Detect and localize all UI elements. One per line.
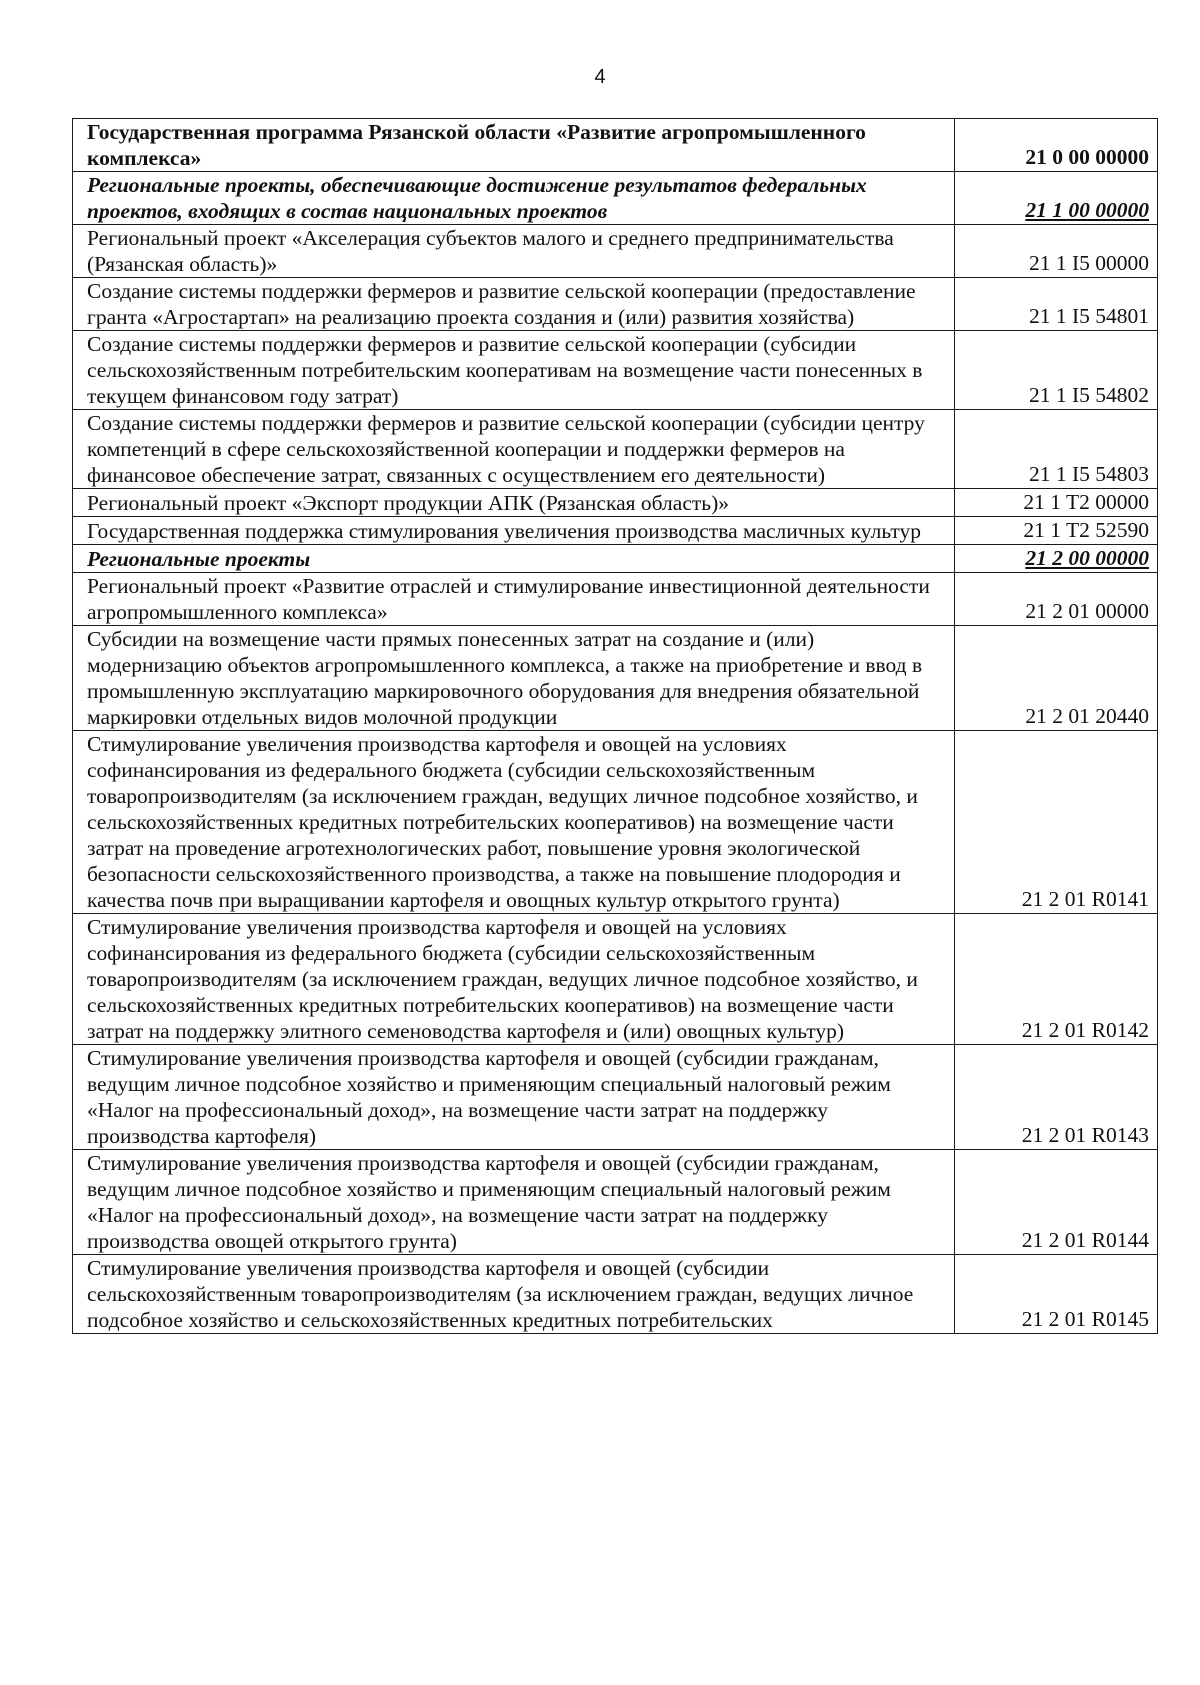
- row-name: Региональный проект «Акселерация субъектов малого и среднего предпринимательства (Рязанская область)»: [73, 225, 955, 278]
- table-row: [73, 331, 1158, 410]
- table-row: [73, 489, 1158, 517]
- table-row: [73, 914, 1158, 1045]
- row-code: 21 2 01 R0141: [955, 731, 1158, 914]
- table-row: [73, 545, 1158, 573]
- table-row: [73, 172, 1158, 225]
- table-row: [73, 731, 1158, 914]
- row-code: 21 1 T2 00000: [955, 489, 1158, 517]
- row-code: 21 2 00 00000: [955, 545, 1158, 573]
- table-row: [73, 119, 1158, 172]
- row-code: 21 2 01 00000: [955, 573, 1158, 626]
- row-name: Региональный проект «Экспорт продукции АПК (Рязанская область)»: [73, 489, 955, 517]
- row-code: 21 1 I5 54801: [955, 278, 1158, 331]
- budget-classification-table: [72, 118, 1158, 1334]
- row-code: 21 1 T2 52590: [955, 517, 1158, 545]
- row-code: 21 2 01 R0144: [955, 1150, 1158, 1255]
- table-row: [73, 517, 1158, 545]
- row-name: Стимулирование увеличения производства картофеля и овощей на условиях софинансирования из федерального бюджета (субсидии сельскохозяйственным товаропроизводителям (за исключением граждан, ведущих личное подсобное хозяйство, и сельскохозяйственных кредитных потребительских кооперативов) на возмещение части затрат на поддержку элитного семеноводства картофеля и (или) овощных культур): [73, 914, 955, 1045]
- row-code: 21 2 01 R0145: [955, 1255, 1158, 1334]
- row-name: Создание системы поддержки фермеров и развитие сельской кооперации (субсидии центру компетенций в сфере сельскохозяйственной кооперации и поддержки фермеров на финансовое обеспечение затрат, связанных с осуществлением его деятельности): [73, 410, 955, 489]
- table-body: [73, 119, 1158, 1334]
- row-code: 21 1 I5 00000: [955, 225, 1158, 278]
- row-name: Региональные проекты: [73, 545, 955, 573]
- table-row: [73, 1045, 1158, 1150]
- row-name: Региональные проекты, обеспечивающие достижение результатов федеральных проектов, входящих в состав национальных проектов: [73, 172, 955, 225]
- row-name: Стимулирование увеличения производства картофеля и овощей на условиях софинансирования из федерального бюджета (субсидии сельскохозяйственным товаропроизводителям (за исключением граждан, ведущих личное подсобное хозяйство, и сельскохозяйственных кредитных потребительских кооперативов) на возмещение части затрат на проведение агротехнологических работ, повышение уровня экологической безопасности сельскохозяйственного производства, а также на повышение плодородия и качества почв при выращивании картофеля и овощных культур открытого грунта): [73, 731, 955, 914]
- table-row: [73, 1255, 1158, 1334]
- table-row: [73, 410, 1158, 489]
- row-name: Стимулирование увеличения производства картофеля и овощей (субсидии сельскохозяйственным товаропроизводителям (за исключением граждан, ведущих личное подсобное хозяйство и сельскохозяйственных кредитных потребительских: [73, 1255, 955, 1334]
- row-code: 21 1 I5 54803: [955, 410, 1158, 489]
- table-row: [73, 573, 1158, 626]
- row-code: 21 2 01 R0142: [955, 914, 1158, 1045]
- table-row: [73, 1150, 1158, 1255]
- row-name: Создание системы поддержки фермеров и развитие сельской кооперации (предоставление гранта «Агростартап» на реализацию проекта создания и (или) развития хозяйства): [73, 278, 955, 331]
- page-number: 4: [594, 66, 606, 88]
- row-name: Государственная программа Рязанской области «Развитие агропромышленного комплекса»: [73, 119, 955, 172]
- table-row: [73, 225, 1158, 278]
- row-name: Стимулирование увеличения производства картофеля и овощей (субсидии гражданам, ведущим личное подсобное хозяйство и применяющим специальный налоговый режим «Налог на профессиональный доход», на возмещение части затрат на поддержку производства овощей открытого грунта): [73, 1150, 955, 1255]
- row-code: 21 1 00 00000: [955, 172, 1158, 225]
- row-name: Региональный проект «Развитие отраслей и стимулирование инвестиционной деятельности агропромышленного комплекса»: [73, 573, 955, 626]
- row-name: Государственная поддержка стимулирования увеличения производства масличных культур: [73, 517, 955, 545]
- row-code: 21 2 01 R0143: [955, 1045, 1158, 1150]
- table-row: [73, 626, 1158, 731]
- row-name: Создание системы поддержки фермеров и развитие сельской кооперации (субсидии сельскохозяйственным потребительским кооперативам на возмещение части понесенных в текущем финансовом году затрат): [73, 331, 955, 410]
- table-row: [73, 278, 1158, 331]
- row-code: 21 2 01 20440: [955, 626, 1158, 731]
- row-name: Стимулирование увеличения производства картофеля и овощей (субсидии гражданам, ведущим личное подсобное хозяйство и применяющим специальный налоговый режим «Налог на профессиональный доход», на возмещение части затрат на поддержку производства картофеля): [73, 1045, 955, 1150]
- row-name: Субсидии на возмещение части прямых понесенных затрат на создание и (или) модернизацию объектов агропромышленного комплекса, а также на приобретение и ввод в промышленную эксплуатацию маркировочного оборудования для внедрения обязательной маркировки отдельных видов молочной продукции: [73, 626, 955, 731]
- row-code: 21 1 I5 54802: [955, 331, 1158, 410]
- row-code: 21 0 00 00000: [955, 119, 1158, 172]
